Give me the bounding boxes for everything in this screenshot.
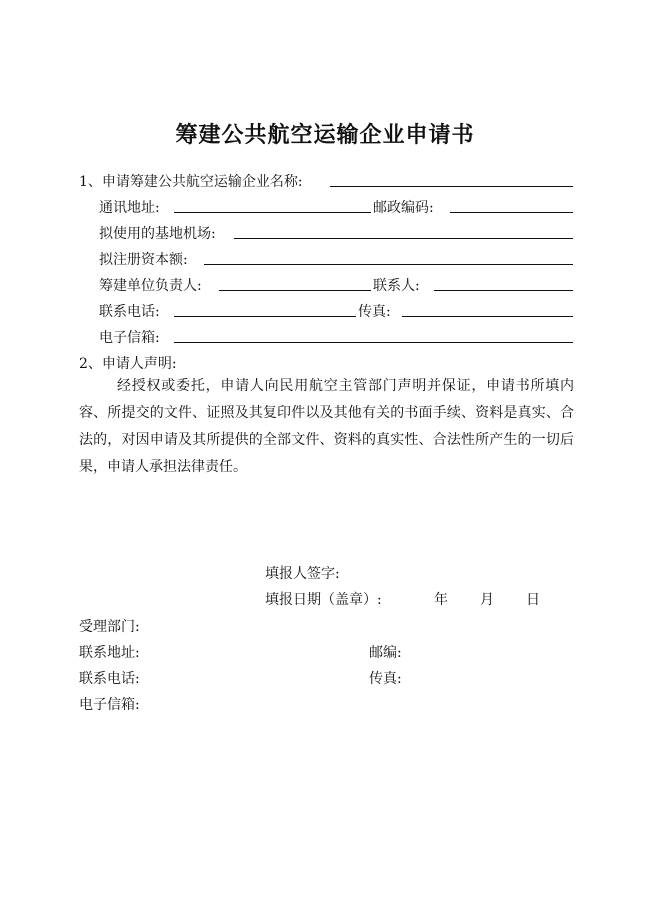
day-label: 日 xyxy=(526,592,540,608)
base-airport-label: 拟使用的基地机场: xyxy=(99,226,216,242)
receiving-postcode-label: 邮编: xyxy=(369,645,402,661)
email-field[interactable] xyxy=(174,342,573,343)
receiving-phone-label: 联系电话: xyxy=(79,671,140,687)
fax-label: 传真: xyxy=(358,304,391,320)
section1-heading: 1、申请筹建公共航空运输企业名称: xyxy=(79,174,303,190)
signer-label: 填报人签字: xyxy=(265,566,340,582)
phone-field[interactable] xyxy=(174,316,356,317)
phone-label: 联系电话: xyxy=(99,304,160,320)
address-field[interactable] xyxy=(174,212,371,213)
receiving-fax-label: 传真: xyxy=(369,671,402,687)
receiving-email-label: 电子信箱: xyxy=(79,697,140,713)
year-label: 年 xyxy=(434,592,448,608)
capital-label: 拟注册资本额: xyxy=(99,252,188,268)
company-name-field[interactable] xyxy=(330,186,573,187)
contact-person-label: 联系人: xyxy=(373,278,420,294)
address-label: 通讯地址: xyxy=(99,200,160,216)
fax-field[interactable] xyxy=(402,316,573,317)
capital-field[interactable] xyxy=(204,264,573,265)
section2-heading: 2、申请人声明: xyxy=(79,356,177,372)
responsible-field[interactable] xyxy=(219,290,371,291)
base-airport-field[interactable] xyxy=(234,238,573,239)
month-label: 月 xyxy=(480,592,494,608)
date-label: 填报日期（盖章）: xyxy=(265,592,382,608)
responsible-label: 筹建单位负责人: xyxy=(99,278,202,294)
postcode-field[interactable] xyxy=(450,212,573,213)
page-title: 筹建公共航空运输企业申请书 xyxy=(175,123,475,148)
receiving-department-label: 受理部门: xyxy=(79,619,140,635)
receiving-address-label: 联系地址: xyxy=(79,645,140,661)
contact-person-field[interactable] xyxy=(434,290,573,291)
email-label: 电子信箱: xyxy=(99,330,160,346)
postcode-label: 邮政编码: xyxy=(373,200,434,216)
declaration-paragraph: 经授权或委托，申请人向民用航空主管部门声明并保证，申请书所填内容、所提交的文件、证照及其复印件以及其他有关的书面手续、资料是真实、合法的，对因申请及其所提供的全部文件、资料的真实性、合法性所产生的一切后果，申请人承担法律责任。 xyxy=(79,378,574,475)
